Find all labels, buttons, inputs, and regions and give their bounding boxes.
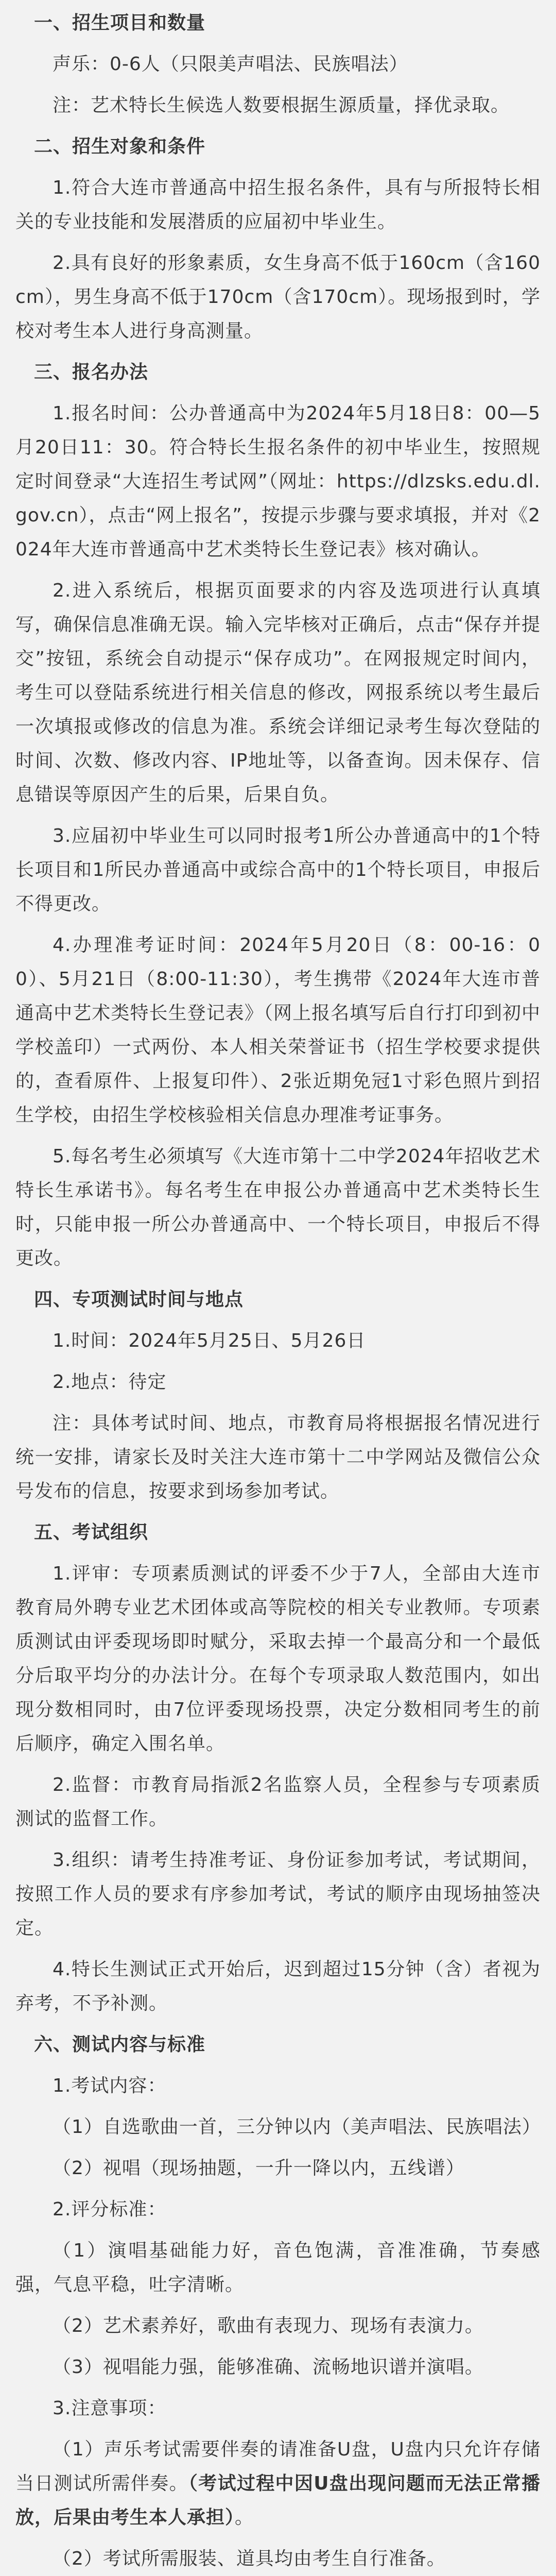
paragraph xyxy=(15,2433,541,2535)
paragraph: 2.具有良好的形象素质，女生身高不低于160cm（含160cm），男生身高不低于170cm（含170cm）。现场报到时，学校对考生本人进行身高测量。 xyxy=(15,252,541,342)
section-heading: 三、报名办法 xyxy=(34,362,149,383)
section-heading: 五、考试组织 xyxy=(34,1522,149,1543)
bold-warning-text: （考试过程中因U盘出现问题而无法正常播放，后果由考生本人承担） xyxy=(15,2473,541,2528)
paragraph: 声乐：0-6人（只限美声唱法、民族唱法） xyxy=(53,54,408,75)
paragraph: 4.办理准考证时间：2024年5月20日（8：00-16：00）、5月21日（8:00-11:30），考生携带《2024年大连市普通高中艺术类特长生登记表》（网上报名填写后自行打印到初中学校盖印）一式两份、本人相关荣誉证书（招生学校要求提供的，查看原件、上报复印件）、2张近期免冠1寸彩色照片到招生学校，由招生学校核验相关信息办理准考证事务。 xyxy=(15,935,541,1126)
paragraph: （1）演唱基础能力好，音色饱满，音准准确，节奏感强，气息平稳，吐字清晰。 xyxy=(15,2240,541,2295)
paragraph: 注：具体考试时间、地点，市教育局将根据报名情况进行统一安排，请家长及时关注大连市第十二中学网站及微信公众号发布的信息，按要求到场参加考试。 xyxy=(15,1413,541,1502)
paragraph: 1.考试内容： xyxy=(53,2075,167,2096)
paragraph: （2）艺术素养好，歌曲有表现力、现场有表演力。 xyxy=(53,2315,484,2336)
paragraph: （3）视唱能力强，能够准确、流畅地识谱并演唱。 xyxy=(53,2357,484,2378)
section-heading: 一、招生项目和数量 xyxy=(34,12,206,33)
paragraph-text: 。 xyxy=(235,2507,254,2528)
paragraph: （2）考试所需服装、道具均由考生自行准备。 xyxy=(53,2548,446,2569)
paragraph: 1.符合大连市普通高中招生报名条件，具有与所报特长相关的专业技能和发展潜质的应届初中毕业生。 xyxy=(15,177,541,232)
paragraph: 3.注意事项： xyxy=(53,2398,167,2419)
paragraph: 注：艺术特长生候选人数要根据生源质量，择优录取。 xyxy=(53,95,510,116)
paragraph: 5.每名考生必须填写《大连市第十二中学2024年招收艺术特长生承诺书》。每名考生在申报公办普通高中艺术类特长生时，只能申报一所公办普通高中、一个特长项目，申报后不得更改。 xyxy=(15,1146,541,1269)
paragraph: 4.特长生测试正式开始后，迟到超过15分钟（含）者视为弃考，不予补测。 xyxy=(15,1959,541,2014)
paragraph: 2.进入系统后，根据页面要求的内容及选项进行认真填写，确保信息准确无误。输入完毕核对正确后，点击“保存并提交”按钮，系统会自动提示“保存成功”。在网报规定时间内，考生可以登陆系统进行相关信息的修改，网报系统以考生最后一次填报或修改的信息为准。系统会详细记录考生每次登陆的时间、次数、修改内容、IP地址等，以备查询。因未保存、信息错误等原因产生的后果，后果自负。 xyxy=(15,580,541,805)
section-heading: 四、专项测试时间与地点 xyxy=(34,1289,244,1310)
paragraph: 3.组织：请考生持准考证、身份证参加考试，考试期间，按照工作人员的要求有序参加考试，考试的顺序由现场抽签决定。 xyxy=(15,1850,541,1939)
paragraph: 2.地点：待定 xyxy=(53,1371,167,1393)
section-heading: 六、测试内容与标准 xyxy=(34,2034,206,2055)
paragraph: （1）自选歌曲一首，三分钟以内（美声唱法、民族唱法） xyxy=(53,2116,541,2138)
section-heading: 二、招生对象和条件 xyxy=(34,136,206,157)
paragraph: 1.评审：专项素质测试的评委不少于7人，全部由大连市教育局外聘专业艺术团体或高等院校的相关专业教师。专项素质测试由评委现场即时赋分，采取去掉一个最高分和一个最低分后取平均分的办法计分。在每个专项录取人数范围内，如出现分数相同时，由7位评委现场投票，决定分数相同考生的前后顺序，确定入围名单。 xyxy=(15,1563,541,1754)
paragraph: 1.报名时间：公办普通高中为2024年5月18日8：00—5月20日11：30。符合特长生报名条件的初中毕业生，按照规定时间登录“大连招生考试网”（网址：https://dlzsks.edu.dl.gov.cn），点击“网上报名”，按提示步骤与要求填报，并对《2024年大连市普通高中艺术类特长生登记表》核对确认。 xyxy=(15,403,541,560)
paragraph: 2.评分标准： xyxy=(53,2199,167,2220)
paragraph: 1.时间：2024年5月25日、5月26日 xyxy=(53,1330,366,1351)
paragraph-text: （1）声乐考试需要伴奏的请准备U盘，U盘内只允许存储当日测试所需伴奏。 xyxy=(15,2439,541,2494)
paragraph: 2.监督：市教育局指派2名监察人员，全程参与专项素质测试的监督工作。 xyxy=(15,1774,541,1829)
paragraph: （2）视唱（现场抽题，一升一降以内，五线谱） xyxy=(53,2158,465,2179)
paragraph: 3.应届初中毕业生可以同时报考1所公办普通高中的1个特长项目和1所民办普通高中或综合高中的1个特长项目，申报后不得更改。 xyxy=(15,825,541,914)
